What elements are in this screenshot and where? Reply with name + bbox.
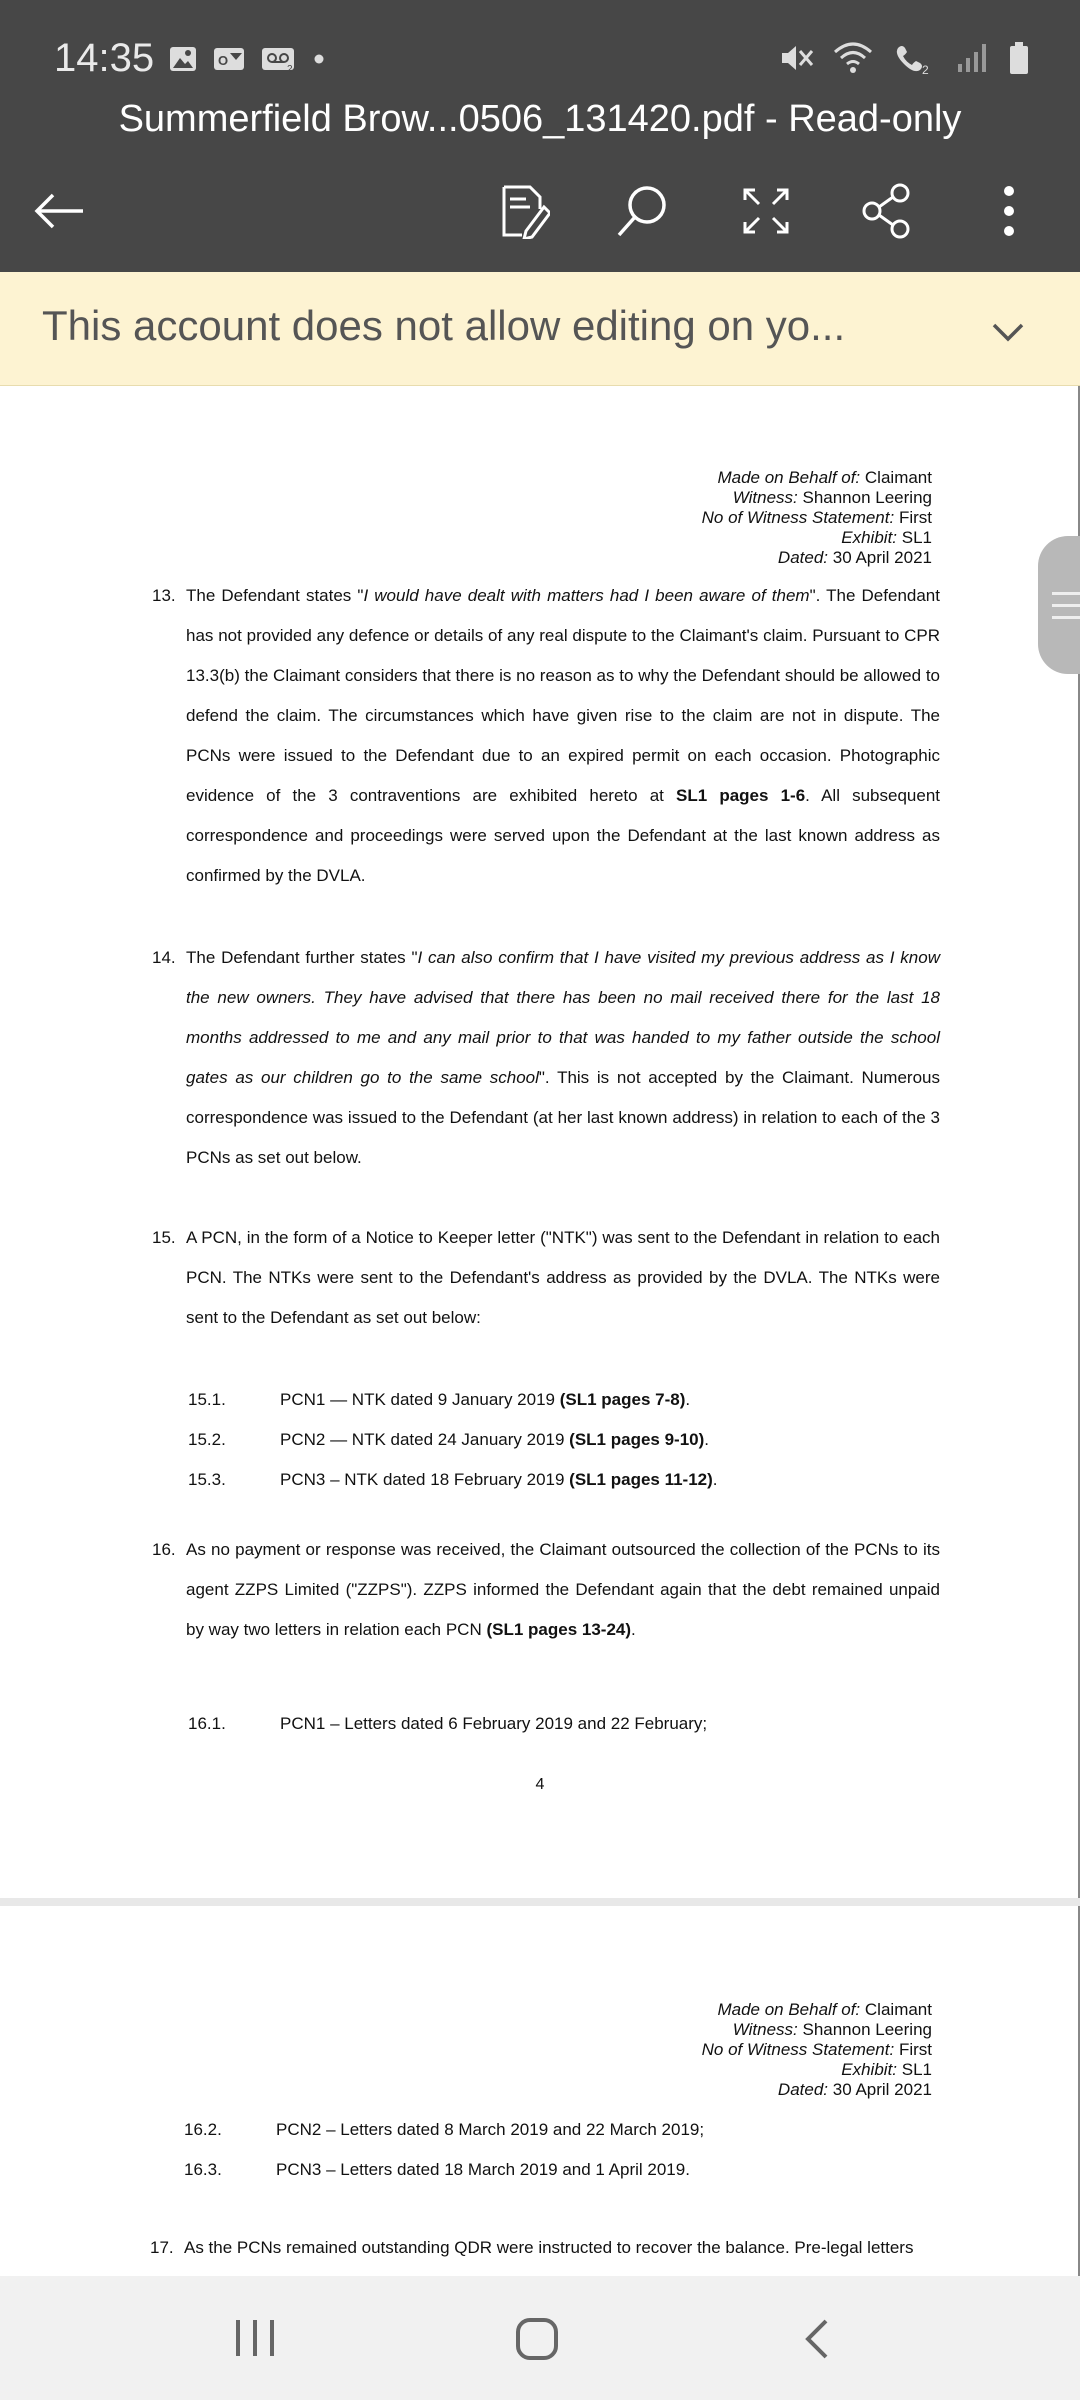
list-item: [184, 2160, 690, 2180]
paragraph-number: 15.: [152, 1228, 176, 1247]
item-number: 15.3.: [188, 1470, 226, 1489]
exhibit-reference: SL1 pages 1-6: [676, 786, 806, 805]
exhibit-value: SL1: [901, 2060, 932, 2079]
paragraph-number: 14.: [152, 948, 176, 967]
list-item: [188, 1470, 718, 1490]
paragraph-text: ". The Defendant has not provided any defence or details of any real dispute to the Claimant's claim. Pursuant to CPR 13.3(b) the Claimant considers that there is no reason as to why the Defendant should be allowed to defend the claim. The circumstances which have given rise to the claim are not in dispute. The PCNs were issued to the Defendant due to an expired permit on each occasion. Photographic evidence of the 3 contraventions are exhibited hereto at: [186, 586, 940, 805]
quoted-text: I would have dealt with matters had I been aware of them: [363, 586, 810, 605]
item-number: 15.2.: [188, 1430, 226, 1449]
made-on-behalf-label: Made on Behalf of:: [717, 2000, 861, 2019]
list-item: [184, 2120, 704, 2140]
svg-text:O: O: [218, 53, 229, 68]
item-end: .: [685, 1390, 691, 1409]
back-icon[interactable]: [800, 2318, 832, 2360]
edit-icon[interactable]: [490, 176, 560, 246]
recent-apps-icon[interactable]: [232, 2318, 278, 2358]
paragraph-14: [154, 938, 940, 1178]
exhibit-label: Exhibit:: [841, 528, 898, 547]
exhibit-reference: (SL1 pages 7-8): [559, 1390, 686, 1409]
statement-number-label: No of Witness Statement:: [701, 508, 895, 527]
item-text: PCN2 – Letters dated 8 March 2019 and 22 March 2019;: [276, 2120, 705, 2139]
mute-icon: [778, 40, 814, 76]
exhibit-label: Exhibit:: [841, 2060, 898, 2079]
exhibit-reference: (SL1 pages 11-12): [569, 1470, 713, 1489]
paragraph-text: . All subsequent correspondence and proceedings were served upon the Defendant at the last known address as confirmed by the DVLA.: [186, 786, 941, 885]
wifi-icon: [832, 40, 874, 76]
app-header: [0, 0, 1080, 272]
dated-value: 30 April 2021: [832, 2080, 932, 2099]
fast-scroll-handle[interactable]: [1038, 536, 1080, 674]
search-icon[interactable]: [608, 176, 678, 246]
page-number: 4: [535, 1776, 545, 1793]
item-text: PCN2 — NTK dated 24 January 2019: [280, 1430, 570, 1449]
paragraph-number: 17.: [150, 2238, 174, 2257]
paragraph-text: A PCN, in the form of a Notice to Keeper letter ("NTK") was sent to the Defendant in relation to each PCN. The NTKs were sent to the Defendant's address as provided by the DVLA. The NTKs were sent to the Defendant as set out below:: [186, 1228, 940, 1327]
more-options-icon[interactable]: [974, 176, 1044, 246]
witness-statement-header: [702, 468, 932, 568]
exhibit-reference: (SL1 pages 13-24): [486, 1620, 632, 1639]
paragraph-15: [154, 1218, 940, 1338]
more-notifications-dot-icon: [312, 52, 326, 66]
list-item: [188, 1430, 709, 1450]
dated-label: Dated:: [777, 2080, 829, 2099]
status-time: 14:35: [54, 36, 155, 80]
pdf-page-5: [0, 1906, 1080, 2276]
outlook-notification-icon: [212, 44, 246, 74]
item-number: 16.1.: [188, 1714, 226, 1733]
witness-value: Shannon Leering: [802, 488, 932, 507]
battery-icon: [1008, 40, 1030, 76]
home-icon[interactable]: [514, 2316, 560, 2362]
document-title: Summerfield Brow...0506_131420.pdf - Read-only: [118, 98, 962, 140]
svg-text:2: 2: [287, 64, 293, 74]
paragraph-text: .: [631, 1620, 636, 1639]
status-bar: [0, 0, 1080, 90]
item-end: .: [704, 1430, 710, 1449]
paragraph-text: The Defendant further states ": [186, 948, 418, 967]
paragraph-text: As no payment or response was received, the Claimant outsourced the collection of the PCNs to its agent ZZPS Limited ("ZZPS"). ZZPS informed the Defendant again that the debt remained unpaid by way two letters in relation each PCN: [186, 1540, 940, 1639]
statement-number-value: First: [898, 508, 932, 527]
item-text: PCN1 — NTK dated 9 January 2019: [280, 1390, 560, 1409]
item-text: PCN3 – Letters dated 18 March 2019 and 1 April 2019.: [276, 2160, 690, 2179]
item-text: PCN3 – NTK dated 18 February 2019: [280, 1470, 570, 1489]
item-text: PCN1 – Letters dated 6 February 2019 and 22 February;: [280, 1714, 708, 1733]
voicemail-notification-icon: [260, 44, 298, 74]
item-end: .: [712, 1470, 718, 1489]
made-on-behalf-value: Claimant: [864, 468, 932, 487]
gallery-notification-icon: [168, 44, 198, 74]
share-icon[interactable]: [852, 176, 922, 246]
quoted-text: I can also confirm that I have visited my previous address as I know the new owners. They have advised that there has been no mail received there for the last 18 months addressed to me and any mail prior to that was handed to my father outside the school gates as our children go to the same school: [186, 948, 940, 1087]
pdf-page-4: [0, 386, 1080, 1898]
list-item: [188, 1714, 707, 1734]
witness-label: Witness:: [732, 488, 798, 507]
system-status-icons: [778, 40, 1030, 76]
paragraph-16: [154, 1530, 940, 1650]
paragraph-17: [152, 2236, 938, 2260]
witness-statement-header: [702, 2000, 932, 2100]
made-on-behalf-label: Made on Behalf of:: [717, 468, 861, 487]
exhibit-reference: (SL1 pages 9-10): [569, 1430, 705, 1449]
witness-value: Shannon Leering: [802, 2020, 932, 2039]
chevron-down-icon[interactable]: [988, 312, 1028, 352]
signal-icon: [954, 40, 990, 76]
statement-number-label: No of Witness Statement:: [701, 2040, 895, 2059]
paragraph-text: ". This is not accepted by the Claimant. Numerous correspondence was issued to the Defendant (at her last known address) in relation to each of the 3 PCNs as set out below.: [186, 1068, 940, 1167]
paragraph-13: [154, 576, 940, 896]
witness-label: Witness:: [732, 2020, 798, 2039]
dated-label: Dated:: [777, 548, 829, 567]
svg-text:2: 2: [922, 63, 929, 76]
paragraph-text: The Defendant states ": [186, 586, 364, 605]
item-number: 16.3.: [184, 2160, 222, 2179]
paragraph-text: As the PCNs remained outstanding QDR were instructed to recover the balance. Pre-legal letters: [184, 2238, 914, 2257]
banner-text: This account does not allow editing on yo...: [42, 302, 846, 349]
notification-icons: [168, 44, 326, 74]
paragraph-number: 16.: [152, 1540, 176, 1559]
paragraph-number: 13.: [152, 586, 176, 605]
wifi-calling-icon: [892, 40, 936, 76]
fullscreen-icon[interactable]: [731, 176, 801, 246]
back-arrow-icon[interactable]: [24, 176, 94, 246]
dated-value: 30 April 2021: [832, 548, 932, 567]
item-number: 16.2.: [184, 2120, 222, 2139]
read-only-banner[interactable]: [0, 272, 1080, 386]
item-number: 15.1.: [188, 1390, 226, 1409]
system-navigation-bar: [0, 2276, 1080, 2400]
made-on-behalf-value: Claimant: [864, 2000, 932, 2019]
exhibit-value: SL1: [901, 528, 932, 547]
statement-number-value: First: [898, 2040, 932, 2059]
list-item: [188, 1390, 690, 1410]
